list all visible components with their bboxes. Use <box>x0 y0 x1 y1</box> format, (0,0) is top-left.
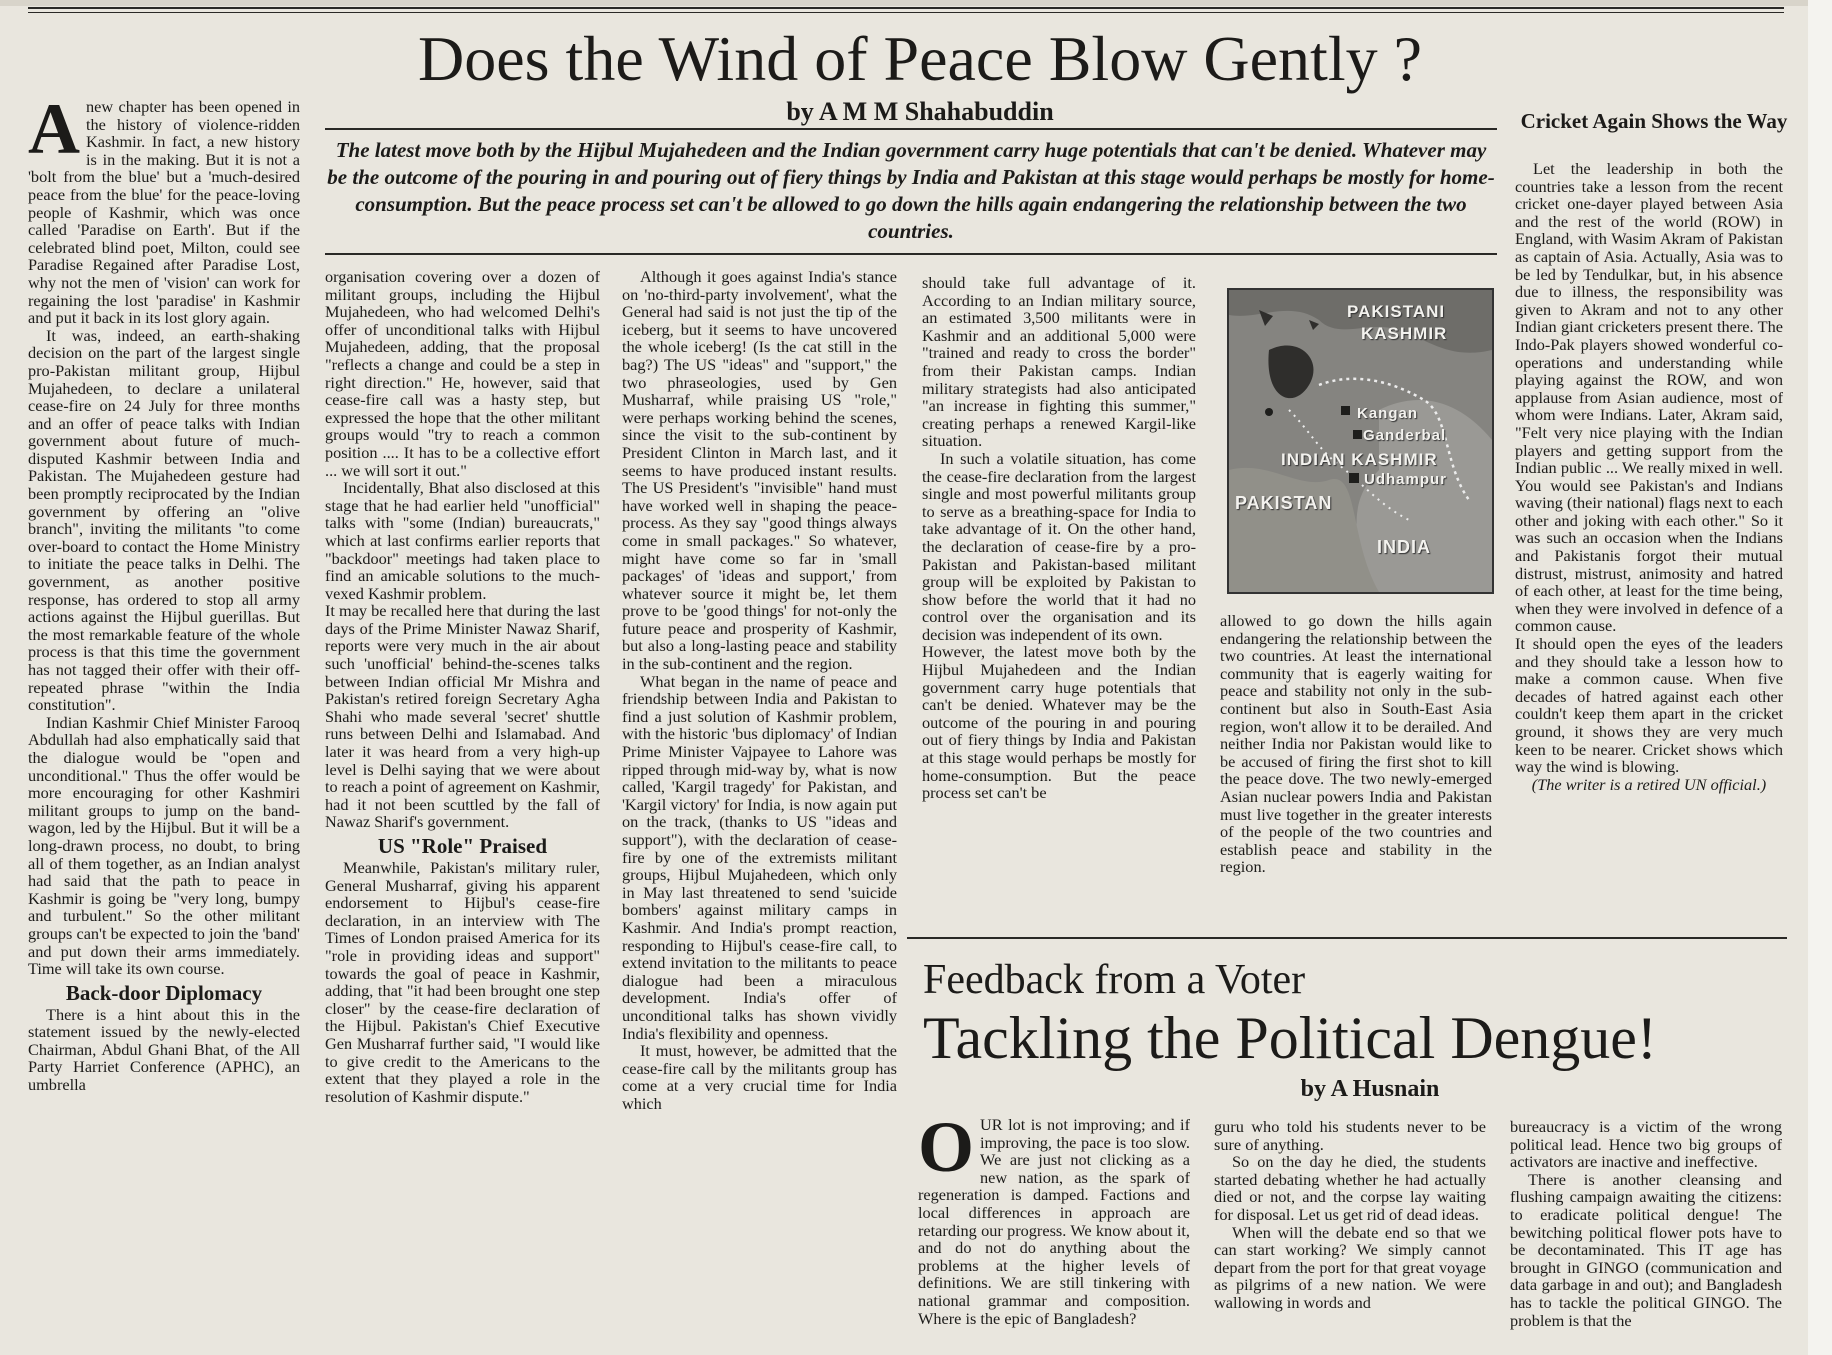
paragraph: guru who told his students never to be sure of anything. <box>1214 1118 1486 1154</box>
article-column-5 <box>1220 612 1492 928</box>
feature-headline: Tackling the Political Dengue! <box>923 1005 1657 1071</box>
deck-rule-top <box>325 128 1497 130</box>
paragraph: It may be recalled here that during the last days of the Prime Minister Nawaz Sharif, reports were very much in the air about such 'unofficial' behind-the-scenes talks between Indian official Mr Mishra and Pakistan's retired foreign Secretary Agha Shahi who made several 'secret' shuttle runs between Delhi and Islamabad. And later it was heard from a very high-up level is Delhi saying that we were about to reach a point of agreement on Kashmir, had it not been scuttled by the fall of Nawaz Sharif's government. <box>325 601 600 832</box>
feature-rule <box>907 937 1787 939</box>
drop-cap: O <box>918 1116 975 1187</box>
paragraph: Meanwhile, Pakistan's military ruler, General Musharraf, giving his apparent endorsement to Hijbul's cease-fire declaration, in an interview with The Times of London praised America for its "role in providing ideas and support" towards the goal of peace in Kashmir, adding, that "it had been brought one step closer" by the cease-fire declaration of the Hijbul. Pakistan's Chief Executive Gen Musharraf further said, "I would like to give credit to the Americans to the extent that they played a role in the resolution of Kashmir dispute." <box>325 858 600 1106</box>
map-label: INDIA <box>1377 537 1431 557</box>
paragraph: Let the leadership in both the countries take a lesson from the recent cricket one-dayer played between Asia and the rest of the world (ROW) in England, with Wasim Akram of Pakistan as captain of Asia. Actually, Asia was to be led by Tendulkar, but, in his absence due to illness, the responsibility was given to Akram and not to any other Indian giant cricketers present there. The Indo-Pak players showed wonderful co-operations and understanding while playing against the ROW, and won applause from Asian audience, most of whom were Indians. Later, Akram said, "Felt very nice playing with the Indian players and getting support from the Indian public ... We really mixed in well. You would see Pakistan's and Indians waving (their national) flags next to each other and joking with each other." So it was such an occasion when the Indians and Pakistanis forgot their mutual distrust, mistrust, animosity and hatred of each other, at least for the time being, when they were involved in defence of a common cause. <box>1515 160 1783 636</box>
page-edge <box>1808 0 1832 1355</box>
article-deck: The latest move both by the Hijbul Mujahedeen and the Indian government carry huge potentials that can't be denied. Whatever may be the outcome of the pouring in and pouring out of fiery things by India and Pakistan at this stage would perhaps be mostly for home-consumption. But the peace process set can't be allowed to go down the hills again endangering the relationship between the two countries. <box>327 138 1495 243</box>
feature-column-3 <box>1510 1118 1782 1350</box>
paragraph: However, the latest move both by the Hijbul Mujahedeen and the Indian government carry huge potentials that can't be denied. Whatever may be the outcome of the pouring in and pouring out of fiery things by India and Pakistan at this stage would perhaps be mostly for home-consumption. But the peace process set can't be <box>922 642 1196 803</box>
article-column-2 <box>325 268 600 1350</box>
map-label: Ganderbal <box>1363 427 1447 444</box>
article-byline: by A M M Shahabuddin <box>786 97 1054 126</box>
map-label: KASHMIR <box>1361 324 1448 343</box>
paragraph: Although it goes against India's stance on 'no-third-party involvement', what the General had said is not just the tip of the iceberg, but it seems to have uncovered the whole iceberg! (Is the cat still in the bag?) The US "ideas" and "support," the two phraseologies, used by Gen Musharraf, while praising US "role," were perhaps working behind the scenes, since the visit to the sub-continent by President Clinton in March last, and it seems to have produced instant results. The US President's "invisible" hand must have worked well in shaping the peace-process. As they say "good things always come in small packages." So whatever, might have come so far in 'small packages' of 'ideas and support,' from whatever source it might be, let them prove to be 'good things' for not-only the future peace and prosperity of Kashmir, but also a long-lasting peace and stability in the sub-continent and the region. <box>622 268 897 674</box>
lead-paragraph: new chapter has been opened in the history of violence-ridden Kashmir. In fact, a new history is in the making. But it is not a 'bolt from the blue' but a 'much-desired peace from the blue' for the peace-loving people of Kashmir, which was once called 'Paradise on Earth'. But if the celebrated blind poet, Milton, could see Paradise Regained after Paradise Lost, why not the men of 'vision' can work for regaining the lost 'paradise' in Kashmir and put it back in its lost glory again. <box>28 98 300 328</box>
writer-credit: (The writer is a retired UN official.) <box>1531 774 1767 794</box>
map-label: Udhampur <box>1364 471 1447 488</box>
map-label: PAKISTAN <box>1235 493 1333 513</box>
sidebar-title: Cricket Again Shows the Way <box>1520 109 1788 133</box>
paragraph: bureaucracy is a victim of the wrong political lead. Hence two big groups of activators are inactive and ineffective. <box>1510 1118 1782 1172</box>
paragraph: In such a volatile situation, has come the cease-fire declaration from the largest single and most powerful militants group to serve as a breathing-space for India to take advantage of it. On the other hand, the declaration of cease-fire by a pro-Pakistan and Pakistan-based militant group will be exploited by Pakistan to show before the world that it had no control over the organisation and its decision was independent of its own. <box>922 448 1196 644</box>
sidebar-body <box>1515 160 1783 930</box>
paragraph: Incidentally, Bhat also disclosed at this stage that he had earlier held "unofficial" talks with "some (Indian) bureaucrats," which at last confirms earlier reports that "backdoor" meetings had taken place to find an amicable solutions to the much-vexed Kashmir problem. <box>325 478 600 603</box>
paragraph: Indian Kashmir Chief Minister Farooq Abdullah had also emphatically said that the dialogue would be "open and unconditional." Thus the offer would be more encouraging for other Kashmiri militant groups to jump on the band-wagon, led by the Hijbul. But it will be a long-drawn process, no doubt, to bring all of them together, as an Indian analyst had said that the path to peace in Kashmir is going be "very long, bumpy and turbulent." So the other militant groups can't be expected to join the 'band' and put down their arms immediately. Time will take its own course. <box>28 712 300 979</box>
article-column-1 <box>28 98 300 1350</box>
paragraph: It should open the eyes of the leaders and they should take a lesson how to make a common cause. When five decades of hatred against each other couldn't keep them apart in the cricket ground, it shows they are very much keen to be nearer. Cricket shows which way the wind is blowing. <box>1515 634 1783 777</box>
paragraph: It must, however, be admitted that the cease-fire call by the militants group has come at a very crucial time for India which <box>622 1041 897 1113</box>
paragraph: should take full advantage of it. According to an Indian military source, an estimated 3,500 militants were in Kashmir and an additional 5,000 were "trained and ready to cross the border" from their Pakistan camps. Indian military strategists had also anticipated "an increase in fighting this summer," creating perhaps a renewed Kargil-like situation. <box>922 274 1196 451</box>
paragraph: organisation covering over a dozen of militant groups, including the Hijbul Mujahedeen, who had welcomed Delhi's offer of unconditional talks with Hijbul Mujahedeen, adding, that the proposal "reflects a change and could be a step in right direction." He, however, said that cease-fire call was a hasty step, but expressed the hope that the other militant groups would "try to reach a common position .... It has to be a collective effort ... we will sort it out." <box>325 268 600 480</box>
feature-byline: by A Husnain <box>1300 1076 1440 1102</box>
paragraph: So on the day he died, the students started debating whether he had actually died or not, and the corpse lay waiting for disposal. Let us get rid of dead ideas. <box>1214 1152 1486 1224</box>
map-label: INDIAN KASHMIR <box>1281 450 1438 469</box>
paragraph: allowed to go down the hills again endangering the relationship between the two countries. At least the international community that is eagerly waiting for peace and stability not only in the sub-continent but also in South-East Asia region, won't allow it to be derailed. And neither India nor Pakistan would like to be accused of firing the first shot to kill the peace dove. The two newly-emerged Asian nuclear powers India and Pakistan must live together in the greater interests of the people of the two countries and establish peace and stability in the region. <box>1220 612 1492 877</box>
paragraph: What began in the name of peace and friendship between India and Pakistan to find a just solution of Kashmir problem, with the historic 'bus diplomacy' of Indian Prime Minister Vajpayee to Lahore was ripped through mid-way by, what is now called, 'Kargil tragedy' for Pakistan, and 'Kargil victory' for India, is now again put on the track, (thanks to US "ideas and support"), with the declaration of cease-fire by one of the extremists militant groups, Hijbul Mujahedeen, which only in May last threatened to send 'suicide bombers' against military camps in Kashmir. And India's prompt reaction, responding to Hijbul's cease-fire call, to extend invitation to the militants to peace dialogue had been a miraculous development. India's offer of unconditional talks has shown vividly India's flexibility and openness. <box>622 671 897 1043</box>
paragraph: It was, indeed, an earth-shaking decision on the part of the largest single pro-Pakistan militant group, Hijbul Mujahedeen, to declare a unilateral cease-fire on 24 July for three months and an offer of peace talks with Indian government about future of much-disputed Kashmir between India and Pakistan. The Mujahedeen gesture had been promptly reciprocated by the Indian government by offering an "olive branch", inviting the militants "to come over-board to contact the Home Ministry to initiate the peace talks in Delhi. The government, as another positive response, has ordered to stop all army actions against the Hijbul guerillas. But the most remarkable feature of the whole process is that this time the government has not tagged their offer with their off-repeated phrase "within the India constitution". <box>28 325 300 715</box>
feature-column-2 <box>1214 1118 1486 1350</box>
paragraph: There is another cleansing and flushing campaign awaiting the citizens: to eradicate political dengue! The bewitching political flower pots have to be decontaminated. This IT age has brought in GINGO (communication and data garbage in and out); and Bangladesh has to tackle the political GINGO. The problem is that the <box>1510 1169 1782 1330</box>
article-column-4 <box>922 274 1196 928</box>
deck-rule-bottom <box>325 253 1497 255</box>
drop-cap: A <box>28 98 80 169</box>
top-rule-2 <box>28 12 1784 13</box>
map-label: Kangan <box>1357 405 1419 422</box>
kashmir-map <box>1227 288 1494 594</box>
paragraph: When will the debate end so that we can start working? We simply cannot depart from the port for that great voyage as pilgrims of a new nation. We were wallowing in words and <box>1214 1222 1486 1312</box>
feature-column-1 <box>918 1116 1190 1350</box>
article-headline: Does the Wind of Peace Blow Gently ? <box>418 23 1422 94</box>
top-strip <box>0 0 1832 6</box>
paragraph: UR lot is not improving; and if improving, the pace is too slow. We are just not clicking as a new nation, as the spark of regeneration is damped. Factions and local differences in approach are retarding our progress. We know about it, and do not do anything about the problems at the higher levels of definitions. We are still tinkering with national grammar and composition. Where is the epic of Bangladesh? <box>918 1116 1190 1328</box>
article-column-3 <box>622 268 897 1350</box>
feature-kicker: Feedback from a Voter <box>923 957 1306 1003</box>
paragraph: There is a hint about this in the statement issued by the newly-elected Chairman, Abdul Ghani Bhat, of the All Party Harriet Conference (APHC), an umbrella <box>28 1004 300 1095</box>
subhead: Back-door Diplomacy <box>65 980 263 1005</box>
map-label: PAKISTANI <box>1347 302 1446 321</box>
top-rule <box>28 7 1784 9</box>
subhead: US "Role" Praised <box>377 834 548 858</box>
